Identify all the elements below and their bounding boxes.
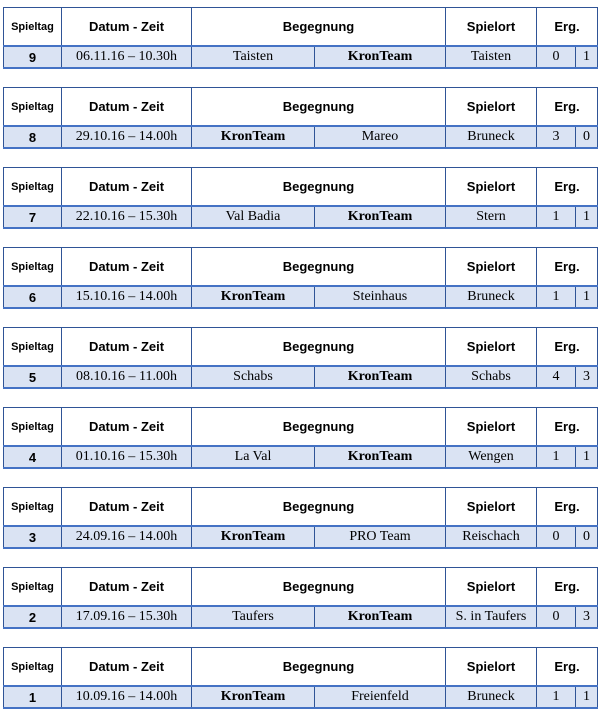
match-datetime: 10.09.16 – 14.00h (62, 686, 192, 708)
header-ergebnis: Erg. (537, 568, 598, 607)
match-block (3, 567, 597, 630)
spieltag-number: 6 (4, 286, 62, 308)
match-block (3, 327, 597, 390)
away-goals: 1 (576, 286, 598, 308)
header-row (4, 248, 598, 287)
venue: Bruneck (446, 686, 537, 708)
home-goals: 1 (537, 286, 576, 308)
match-table (3, 247, 598, 309)
header-ergebnis: Erg. (537, 408, 598, 447)
header-ergebnis: Erg. (537, 248, 598, 287)
away-team: KronTeam (315, 46, 446, 68)
header-spieltag: Spieltag (4, 328, 62, 367)
match-table (3, 87, 598, 149)
venue: S. in Taufers (446, 606, 537, 628)
home-goals: 0 (537, 526, 576, 548)
home-team: Val Badia (192, 206, 315, 228)
header-begegnung: Begegnung (192, 488, 446, 527)
match-block (3, 7, 597, 70)
match-block (3, 87, 597, 150)
match-datetime: 08.10.16 – 11.00h (62, 366, 192, 388)
away-goals: 3 (576, 366, 598, 388)
header-begegnung: Begegnung (192, 408, 446, 447)
header-spielort: Spielort (446, 648, 537, 687)
away-team: Steinhaus (315, 286, 446, 308)
match-table (3, 327, 598, 389)
header-spielort: Spielort (446, 168, 537, 207)
match-block (3, 167, 597, 230)
header-begegnung: Begegnung (192, 568, 446, 607)
header-begegnung: Begegnung (192, 168, 446, 207)
away-goals: 1 (576, 206, 598, 228)
match-datetime: 06.11.16 – 10.30h (62, 46, 192, 68)
away-team: KronTeam (315, 606, 446, 628)
venue: Bruneck (446, 286, 537, 308)
home-goals: 4 (537, 366, 576, 388)
match-row (4, 286, 598, 308)
header-spieltag: Spieltag (4, 8, 62, 47)
match-row (4, 126, 598, 148)
venue: Wengen (446, 446, 537, 468)
header-row (4, 8, 598, 47)
away-goals: 1 (576, 686, 598, 708)
header-datum-zeit: Datum - Zeit (62, 168, 192, 207)
header-ergebnis: Erg. (537, 8, 598, 47)
match-datetime: 17.09.16 – 15.30h (62, 606, 192, 628)
header-ergebnis: Erg. (537, 328, 598, 367)
header-row (4, 648, 598, 687)
venue: Stern (446, 206, 537, 228)
spieltag-number: 9 (4, 46, 62, 68)
spieltag-number: 2 (4, 606, 62, 628)
header-row (4, 488, 598, 527)
match-table (3, 487, 598, 549)
header-ergebnis: Erg. (537, 648, 598, 687)
header-datum-zeit: Datum - Zeit (62, 488, 192, 527)
header-begegnung: Begegnung (192, 248, 446, 287)
header-ergebnis: Erg. (537, 88, 598, 127)
header-datum-zeit: Datum - Zeit (62, 8, 192, 47)
header-spieltag: Spieltag (4, 568, 62, 607)
header-spielort: Spielort (446, 488, 537, 527)
away-goals: 0 (576, 526, 598, 548)
match-block (3, 487, 597, 550)
away-goals: 3 (576, 606, 598, 628)
header-spielort: Spielort (446, 568, 537, 607)
venue: Schabs (446, 366, 537, 388)
match-datetime: 15.10.16 – 14.00h (62, 286, 192, 308)
match-table (3, 407, 598, 469)
match-table (3, 567, 598, 629)
match-table (3, 647, 598, 709)
header-spielort: Spielort (446, 328, 537, 367)
match-table (3, 7, 598, 69)
header-row (4, 168, 598, 207)
home-team: Schabs (192, 366, 315, 388)
header-spieltag: Spieltag (4, 168, 62, 207)
header-begegnung: Begegnung (192, 648, 446, 687)
header-begegnung: Begegnung (192, 8, 446, 47)
header-datum-zeit: Datum - Zeit (62, 568, 192, 607)
spieltag-number: 7 (4, 206, 62, 228)
match-datetime: 29.10.16 – 14.00h (62, 126, 192, 148)
match-block (3, 647, 597, 710)
header-datum-zeit: Datum - Zeit (62, 408, 192, 447)
away-team: Mareo (315, 126, 446, 148)
match-row (4, 446, 598, 468)
away-goals: 1 (576, 46, 598, 68)
away-goals: 1 (576, 446, 598, 468)
spieltag-number: 3 (4, 526, 62, 548)
away-team: PRO Team (315, 526, 446, 548)
header-begegnung: Begegnung (192, 328, 446, 367)
match-table (3, 167, 598, 229)
away-team: KronTeam (315, 366, 446, 388)
header-begegnung: Begegnung (192, 88, 446, 127)
home-team: La Val (192, 446, 315, 468)
spieltag-number: 8 (4, 126, 62, 148)
spieltag-number: 4 (4, 446, 62, 468)
venue: Bruneck (446, 126, 537, 148)
header-row (4, 568, 598, 607)
header-spieltag: Spieltag (4, 408, 62, 447)
match-row (4, 526, 598, 548)
header-row (4, 408, 598, 447)
match-row (4, 686, 598, 708)
header-spieltag: Spieltag (4, 488, 62, 527)
venue: Taisten (446, 46, 537, 68)
spieltag-number: 1 (4, 686, 62, 708)
header-spielort: Spielort (446, 248, 537, 287)
home-goals: 1 (537, 686, 576, 708)
home-team: Taisten (192, 46, 315, 68)
header-datum-zeit: Datum - Zeit (62, 248, 192, 287)
home-team: KronTeam (192, 686, 315, 708)
away-team: KronTeam (315, 446, 446, 468)
header-spielort: Spielort (446, 88, 537, 127)
home-team: KronTeam (192, 526, 315, 548)
home-team: KronTeam (192, 126, 315, 148)
home-goals: 1 (537, 446, 576, 468)
away-goals: 0 (576, 126, 598, 148)
spieltag-number: 5 (4, 366, 62, 388)
match-datetime: 24.09.16 – 14.00h (62, 526, 192, 548)
header-ergebnis: Erg. (537, 488, 598, 527)
match-block (3, 407, 597, 470)
match-datetime: 01.10.16 – 15.30h (62, 446, 192, 468)
home-goals: 3 (537, 126, 576, 148)
match-datetime: 22.10.16 – 15.30h (62, 206, 192, 228)
match-row (4, 606, 598, 628)
header-datum-zeit: Datum - Zeit (62, 648, 192, 687)
home-goals: 1 (537, 206, 576, 228)
header-datum-zeit: Datum - Zeit (62, 328, 192, 367)
header-spielort: Spielort (446, 8, 537, 47)
header-spielort: Spielort (446, 408, 537, 447)
home-goals: 0 (537, 46, 576, 68)
match-schedule (3, 7, 597, 710)
header-spieltag: Spieltag (4, 88, 62, 127)
header-datum-zeit: Datum - Zeit (62, 88, 192, 127)
away-team: KronTeam (315, 206, 446, 228)
away-team: Freienfeld (315, 686, 446, 708)
home-goals: 0 (537, 606, 576, 628)
match-row (4, 206, 598, 228)
match-block (3, 247, 597, 310)
header-spieltag: Spieltag (4, 248, 62, 287)
match-row (4, 46, 598, 68)
header-row (4, 88, 598, 127)
home-team: KronTeam (192, 286, 315, 308)
header-ergebnis: Erg. (537, 168, 598, 207)
venue: Reischach (446, 526, 537, 548)
home-team: Taufers (192, 606, 315, 628)
header-row (4, 328, 598, 367)
match-row (4, 366, 598, 388)
header-spieltag: Spieltag (4, 648, 62, 687)
